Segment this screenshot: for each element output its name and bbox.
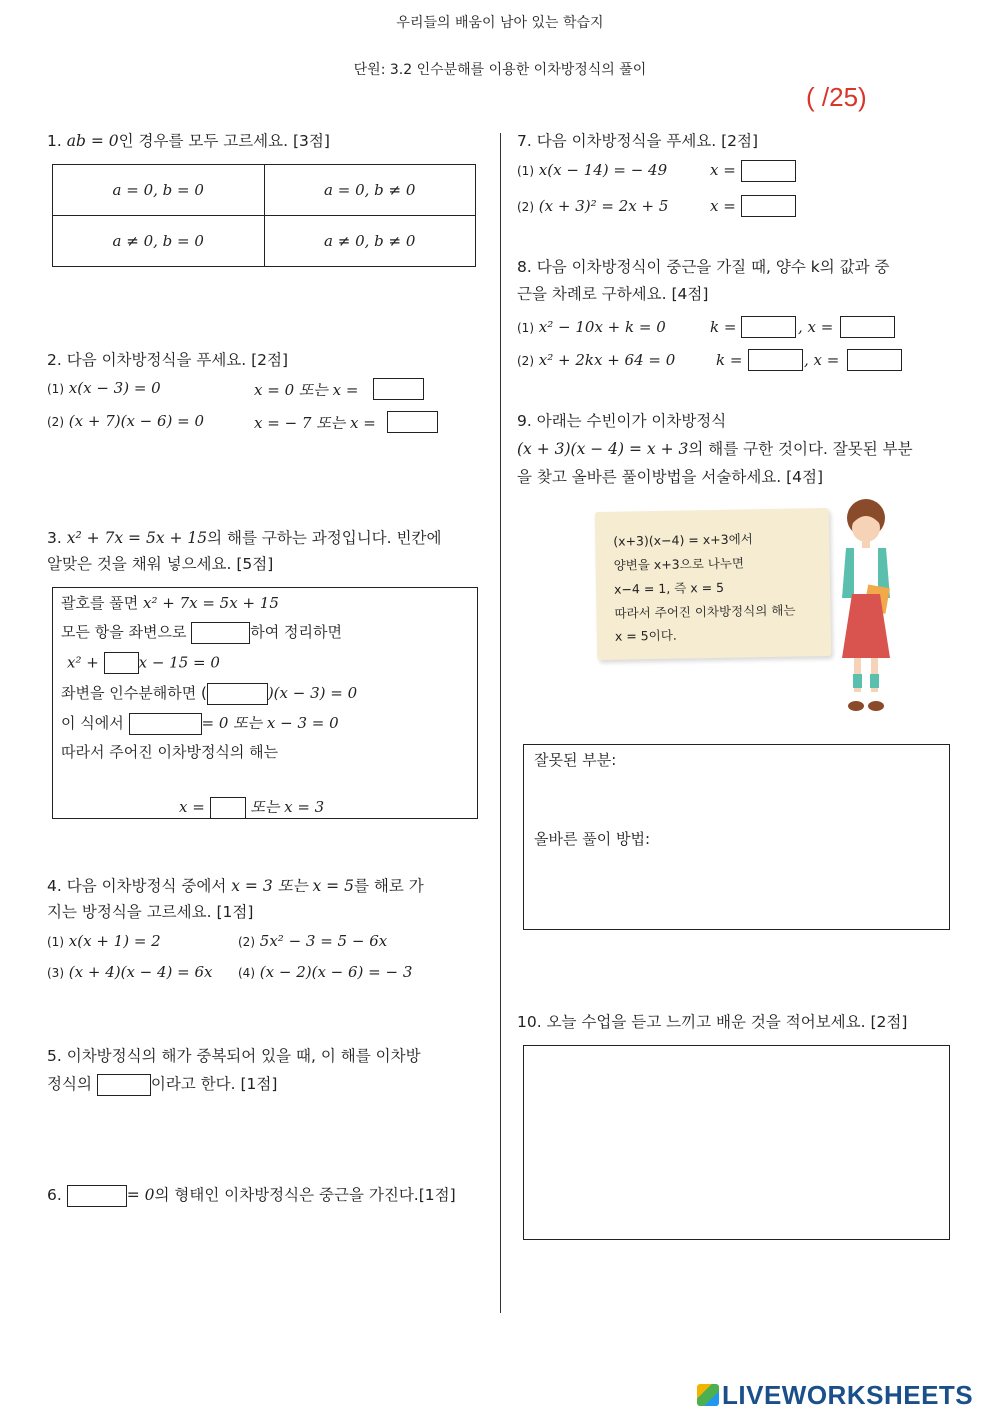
q9-prompt-line1: 9. 아래는 수빈이가 이차방정식: [517, 412, 727, 430]
q8-x-1-input[interactable]: [840, 316, 895, 338]
q8-item-2: (2) x² + 2kx + 64 = 0: [517, 351, 676, 369]
q7-item-1: (1) x(x − 14) = − 49: [517, 161, 668, 179]
q9-solution-note: [595, 508, 832, 660]
q7-prompt: 7. 다음 이차방정식을 푸세요. [2점]: [517, 132, 759, 150]
q3-step-2: 모든 항을 좌변으로 하여 정리하면: [61, 621, 342, 644]
q9-answer-box[interactable]: [523, 744, 950, 930]
note-line-1: (x+3)(x−4) = x+3에서: [613, 531, 753, 549]
q8-prompt-line1: 8. 다음 이차방정식이 중근을 가질 때, 양수 k의 값과 중: [517, 258, 890, 276]
q8-k-1-input[interactable]: [741, 316, 796, 338]
note-line-3: x−4 = 1, 즉 x = 5: [613, 579, 725, 597]
q7-item-1-answer-label: x =: [710, 161, 736, 179]
q5-answer-input[interactable]: [97, 1074, 151, 1096]
q8-item-1-k-label: k =: [710, 318, 737, 336]
q2-answer-2-input[interactable]: [387, 411, 438, 433]
q8-item-1-x-label: , x =: [798, 318, 834, 336]
q8-x-2-input[interactable]: [847, 349, 902, 371]
q3-blank-2-input[interactable]: [104, 652, 139, 674]
q3-blank-1-input[interactable]: [191, 622, 250, 644]
q5-prompt-line2: 정식의 이라고 한다. [1점]: [47, 1070, 277, 1098]
q8-item-2-x-label: , x =: [804, 351, 840, 369]
column-divider: [500, 133, 501, 1313]
q5-prompt-line1: 5. 이차방정식의 해가 중복되어 있을 때, 이 해를 이차방: [47, 1047, 421, 1065]
q3-prompt-line1: 3. x² + 7x = 5x + 15의 해를 구하는 과정입니다. 빈칸에: [47, 529, 442, 547]
liveworksheets-logo-icon: [697, 1384, 719, 1406]
q10-answer-box[interactable]: [523, 1045, 950, 1240]
q3-step-7: x = 또는 x = 3: [179, 796, 324, 819]
q7-item-2-answer-label: x =: [710, 197, 736, 215]
q4-option-1[interactable]: (1) x(x + 1) = 2: [47, 932, 161, 950]
note-line-4: 따라서 주어진 이차방정식의 해는: [614, 602, 796, 621]
q2-item-1-answer-label: x = 0 또는 x =: [254, 381, 359, 399]
q8-k-2-input[interactable]: [748, 349, 803, 371]
q1-option-3[interactable]: a ≠ 0, b = 0: [53, 216, 265, 267]
q4-prompt-line2: 지는 방정식을 고르세요. [1점]: [47, 903, 254, 921]
q3-step-5: 이 식에서 = 0 또는 x − 3 = 0: [61, 712, 339, 735]
q1-option-2[interactable]: a = 0, b ≠ 0: [264, 165, 476, 216]
q9-prompt-line3: 을 찾고 올바른 풀이방법을 서술하세요. [4점]: [517, 468, 824, 486]
q2-prompt: 2. 다음 이차방정식을 푸세요. [2점]: [47, 351, 289, 369]
q3-process-box: [52, 587, 478, 819]
q1-options-table: [52, 164, 476, 267]
q2-item-2-answer-label: x = − 7 또는 x =: [254, 414, 376, 432]
q3-blank-5-input[interactable]: [210, 797, 246, 819]
q3-step-6: 따라서 주어진 이차방정식의 해는: [61, 743, 279, 761]
liveworksheets-logo: LIVEWORKSHEETS: [697, 1380, 973, 1411]
q9-wrong-part-label: 잘못된 부분:: [534, 751, 617, 769]
q2-answer-1-input[interactable]: [373, 378, 424, 400]
q1-prompt: 1. ab = 0인 경우를 모두 고르세요. [3점]: [47, 132, 330, 150]
q1-option-4[interactable]: a ≠ 0, b ≠ 0: [264, 216, 476, 267]
q3-step-3: x² + x − 15 = 0: [67, 652, 220, 674]
q8-item-1: (1) x² − 10x + k = 0: [517, 318, 666, 336]
q7-answer-2-input[interactable]: [741, 195, 796, 217]
q7-item-2: (2) (x + 3)² = 2x + 5: [517, 197, 669, 215]
q4-option-4[interactable]: (4) (x − 2)(x − 6) = − 3: [238, 963, 413, 981]
note-line-5: x = 5이다.: [614, 627, 677, 644]
q1-option-1[interactable]: a = 0, b = 0: [53, 165, 265, 216]
q4-option-2[interactable]: (2) 5x² − 3 = 5 − 6x: [238, 932, 388, 950]
q8-prompt-line2: 근을 차례로 구하세요. [4점]: [517, 285, 709, 303]
q2-item-2: (2) (x + 7)(x − 6) = 0: [47, 412, 205, 430]
score-field[interactable]: ( /25): [806, 82, 867, 112]
q8-item-2-k-label: k =: [716, 351, 743, 369]
q6-prompt: 6. = 0의 형태인 이차방정식은 중근을 가진다.[1점]: [47, 1181, 456, 1209]
q3-blank-4-input[interactable]: [129, 713, 202, 735]
q2-item-1: (1) x(x − 3) = 0: [47, 379, 161, 397]
note-line-2: 양변을 x+3으로 나누면: [613, 555, 745, 573]
student-illustration: [826, 498, 906, 720]
q6-answer-input[interactable]: [67, 1185, 127, 1207]
q4-prompt-line1: 4. 다음 이차방정식 중에서 x = 3 또는 x = 5를 해로 가: [47, 877, 424, 895]
q4-option-3[interactable]: (3) (x + 4)(x − 4) = 6x: [47, 963, 213, 981]
worksheet-title: 우리들의 배움이 남아 있는 학습지: [396, 15, 604, 31]
q3-prompt-line2: 알맞은 것을 채워 넣으세요. [5점]: [47, 555, 274, 573]
q3-step-1: 괄호를 풀면 x² + 7x = 5x + 15: [61, 594, 279, 612]
unit-title: 단원: 3.2 인수분해를 이용한 이차방정식의 풀이: [353, 62, 647, 78]
q9-prompt-line2: (x + 3)(x − 4) = x + 3의 해를 구한 것이다. 잘못된 부분: [517, 440, 913, 458]
q3-blank-3-input[interactable]: [207, 683, 268, 705]
q10-prompt: 10. 오늘 수업을 듣고 느끼고 배운 것을 적어보세요. [2점]: [517, 1013, 908, 1031]
q7-answer-1-input[interactable]: [741, 160, 796, 182]
q9-correct-method-label: 올바른 풀이 방법:: [534, 830, 651, 848]
q3-step-4: 좌변을 인수분해하면 ( )(x − 3) = 0: [61, 682, 357, 705]
